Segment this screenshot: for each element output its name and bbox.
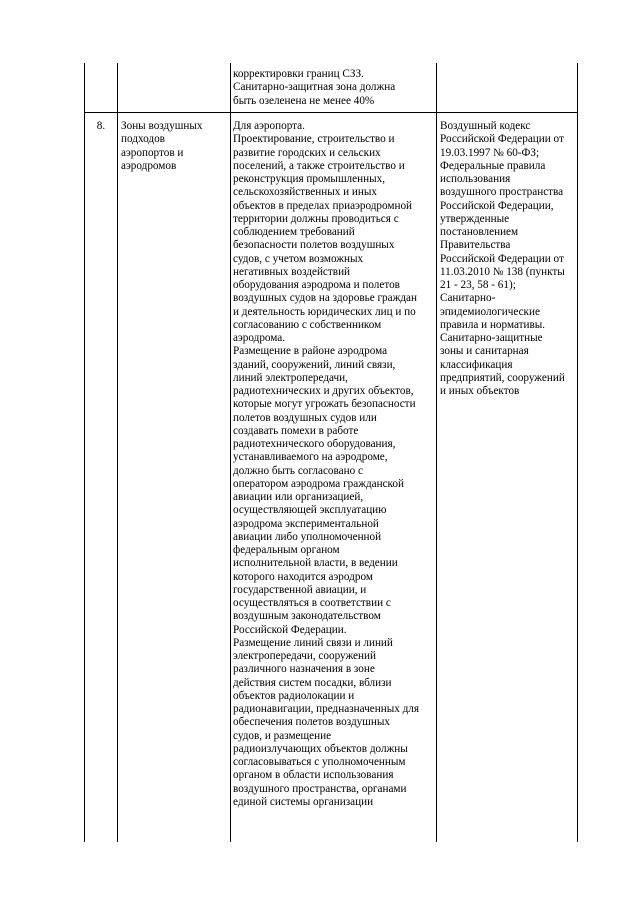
legal-basis-text: Воздушный кодекс Российской Федерации от 19.03.1997 № 60-ФЗ; Федеральные правила использования воздушного пространства Российской Федерации, утвержденные постановлением Правительства Российской Федерации от 11.03.2010 № 138 (пункты 21 - 23, 58 - 61); Санитарно- эпидемиологические правила и нормативы. Санитарно-защитные зоны и санитарная классификация предприятий, сооружений и иных объектов: [440, 120, 565, 397]
column-divider-number: [117, 63, 118, 842]
row-divider: [84, 112, 578, 113]
continuation-requirements-text: корректировки границ СЗЗ. Санитарно-защитная зона должна быть озеленена не менее 40%: [233, 68, 396, 107]
zone-name: Зоны воздушных подходов аэропортов и аэродромов: [121, 120, 203, 172]
table-border-left: [84, 63, 85, 842]
zone-requirements-text: Для аэропорта. Проектирование, строительство и развитие городских и сельских поселений, а также строительство и реконструкция промышленных, сельскохозяйственных и иных объектов в пределах приаэродромной территории должны проводиться с соблюдением требований безопасности полетов воздушных судов, с учетом возможных негативных воздействий оборудования аэродрома и полетов воздушных судов на здоровье граждан и деятельность юридических лиц и по согласованию с собственником аэродрома. Размещение в районе аэродрома зданий, сооружений, линий связи, линий электропередачи, радиотехнических и других объектов, которые могут угрожать безопасности полетов воздушных судов или создавать помехи в работе радиотехнического оборудования, устанавливаемого на аэродроме, должно быть согласовано с оператором аэродрома гражданской авиации или организацией, осуществляющей эксплуатацию аэродрома экспериментальной авиации либо уполномоченной федеральным органом исполнительной власти, в ведении которого находится аэродром государственной авиации, и осуществляться в соответствии с воздушным законодательством Российской Федерации. Размещение линий связи и линий электропередачи, сооружений различного назначения в зоне действия систем посадки, вблизи объектов радиолокации и радионавигации, предназначенных для обеспечения полетов воздушных судов, и размещение радиоизлучающих объектов должны согласовываться с уполномоченным органом в области использования воздушного пространства, органами единой системы организации: [233, 120, 420, 808]
column-divider-requirements: [436, 63, 437, 842]
row-number: 8.: [96, 120, 106, 132]
column-divider-name: [230, 63, 231, 842]
table-border-right: [577, 63, 578, 842]
